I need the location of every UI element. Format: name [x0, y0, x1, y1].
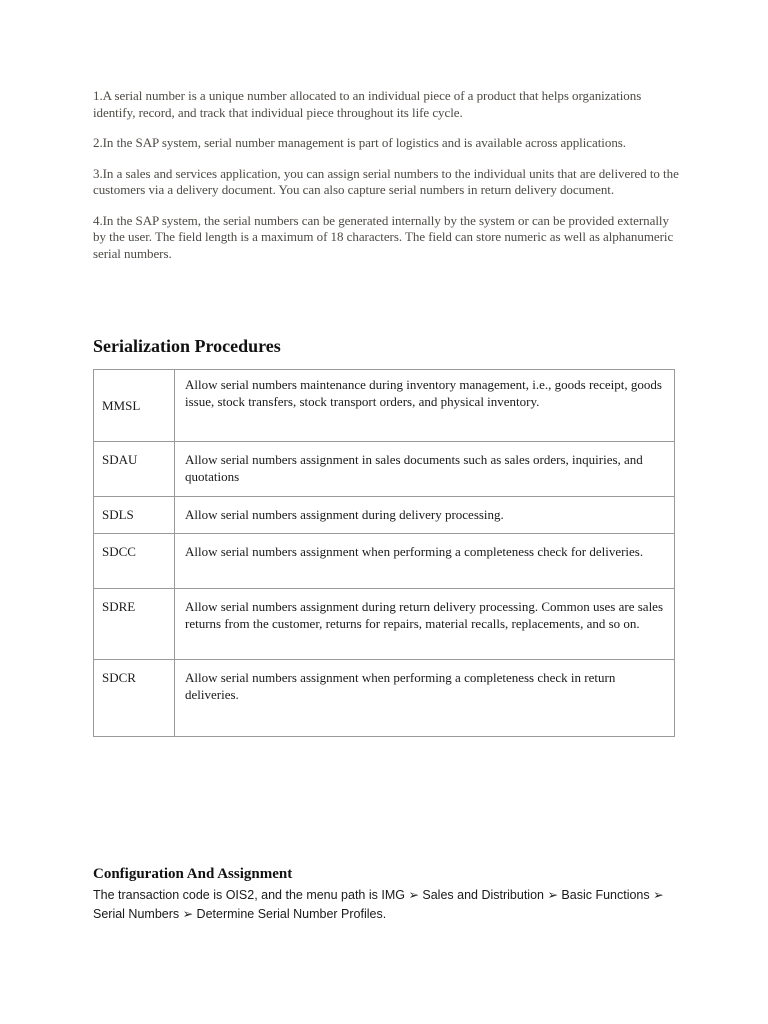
procedure-description: Allow serial numbers assignment in sales documents such as sales orders, inquiries, and quotations [175, 442, 675, 497]
table-row [94, 589, 675, 660]
serialization-procedures-table [93, 369, 675, 737]
procedure-code: SDRE [94, 589, 175, 660]
table-row [94, 497, 675, 534]
procedure-code: SDLS [94, 497, 175, 534]
procedure-description: Allow serial numbers maintenance during inventory management, i.e., goods receipt, goods issue, stock transfers, stock transport orders, and physical inventory. [175, 370, 675, 442]
intro-paragraph-1: 1.A serial number is a unique number allocated to an individual piece of a product that helps organizations identify, record, and track that individual piece throughout its life cycle. [93, 88, 642, 120]
procedure-description: Allow serial numbers assignment during return delivery processing. Common uses are sales returns from the customer, returns for repairs, material recalls, replacements, and so on. [175, 589, 675, 660]
table-row [94, 370, 675, 442]
intro-paragraph-2: 2.In the SAP system, serial number management is part of logistics and is available across applications. [93, 135, 626, 150]
configuration-text: The transaction code is OIS2, and the menu path is IMG ➢ Sales and Distribution ➢ Basic Functions ➢ Serial Numbers ➢ Determine Serial Number Profiles. [93, 888, 664, 921]
intro-paragraphs [93, 88, 683, 262]
table-row [94, 442, 675, 497]
intro-paragraph-4: 4.In the SAP system, the serial numbers can be generated internally by the system or can be provided externally by the user. The field length is a maximum of 18 characters. The field can store numeric as well as alphanumeric serial numbers. [93, 212, 674, 261]
procedure-description: Allow serial numbers assignment when performing a completeness check in return deliveries. [175, 660, 675, 737]
procedure-code: SDCR [94, 660, 175, 737]
section-title-configuration: Configuration And Assignment [93, 866, 293, 882]
procedure-code: MMSL [94, 370, 175, 442]
table-row [94, 660, 675, 737]
procedure-code: SDCC [94, 534, 175, 589]
section-title-serialization-procedures: Serialization Procedures [93, 336, 281, 356]
procedure-description: Allow serial numbers assignment when performing a completeness check for deliveries. [175, 534, 675, 589]
intro-paragraph-3: 3.In a sales and services application, you can assign serial numbers to the individual units that are delivered to the customers via a delivery document. You can also capture serial numbers in return delivery document. [93, 165, 679, 197]
procedure-description: Allow serial numbers assignment during delivery processing. [175, 497, 675, 534]
procedure-code: SDAU [94, 442, 175, 497]
table-row [94, 534, 675, 589]
